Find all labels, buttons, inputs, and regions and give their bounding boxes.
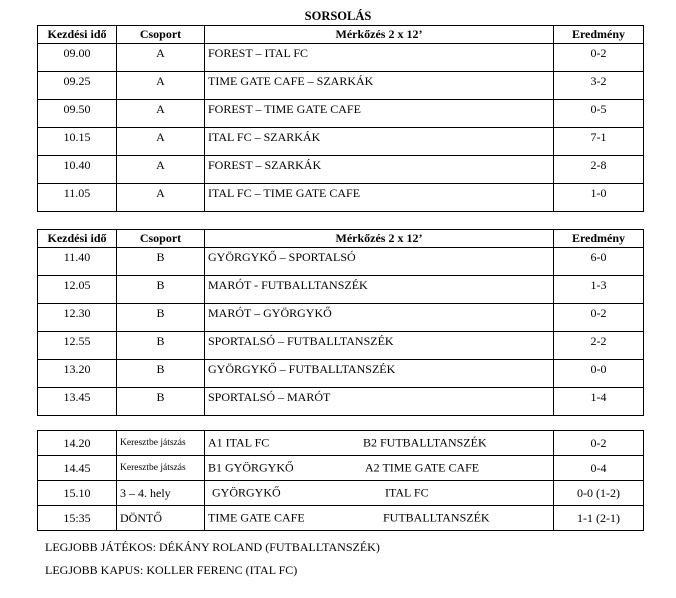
header-time: Kezdési idő: [38, 230, 117, 248]
result-cell: 2-2: [554, 332, 644, 360]
kickoff-time: 12.55: [38, 332, 117, 360]
group-cell: B: [117, 360, 205, 388]
match-cell: [205, 481, 554, 506]
group-cell: A: [117, 156, 205, 184]
table-row: [38, 100, 644, 128]
table-row: [38, 72, 644, 100]
result-cell: 0-5: [554, 100, 644, 128]
result-cell: 2-8: [554, 156, 644, 184]
kickoff-time: 10.15: [38, 128, 117, 156]
kickoff-time: 13.20: [38, 360, 117, 388]
match-cell: MARÓT – GYÖRGYKŐ: [205, 304, 554, 332]
result-cell: 1-4: [554, 388, 644, 416]
table-row: [38, 431, 644, 456]
kickoff-time: 15.10: [38, 481, 117, 506]
match-cell: SPORTALSÓ – MARÓT: [205, 388, 554, 416]
header-group: Csoport: [117, 26, 205, 44]
stage-cell: Keresztbe játszás: [117, 456, 205, 481]
group-cell: A: [117, 100, 205, 128]
group-cell: B: [117, 332, 205, 360]
group-cell: B: [117, 388, 205, 416]
kickoff-time: 09.25: [38, 72, 117, 100]
group-cell: A: [117, 72, 205, 100]
table-row: [38, 360, 644, 388]
result-cell: 1-1 (2-1): [554, 506, 644, 531]
table-row: [38, 156, 644, 184]
table-row: [38, 481, 644, 506]
table-row: [38, 184, 644, 212]
result-cell: 0-2: [554, 431, 644, 456]
group-a-table: [37, 25, 644, 212]
match-cell: FOREST – TIME GATE CAFE: [205, 100, 554, 128]
header-time: Kezdési idő: [38, 26, 117, 44]
kickoff-time: 10.40: [38, 156, 117, 184]
stage-cell: DÖNTŐ: [117, 506, 205, 531]
kickoff-time: 14.45: [38, 456, 117, 481]
header-match: Mérkőzés 2 x 12’: [205, 230, 554, 248]
header-result: Eredmény: [554, 230, 644, 248]
kickoff-time: 11.40: [38, 248, 117, 276]
table-header-row: [38, 26, 644, 44]
header-result: Eredmény: [554, 26, 644, 44]
table-row: [38, 388, 644, 416]
kickoff-time: 09.50: [38, 100, 117, 128]
match-cell: GYÖRGYKŐ – SPORTALSÓ: [205, 248, 554, 276]
group-cell: A: [117, 44, 205, 72]
away-team: ITAL FC: [385, 485, 429, 500]
away-team: A2 TIME GATE CAFE: [365, 460, 480, 475]
group-cell: A: [117, 128, 205, 156]
knockout-table: [37, 430, 644, 531]
result-cell: 0-2: [554, 44, 644, 72]
home-team: TIME GATE CAFE: [208, 510, 305, 525]
match-cell: TIME GATE CAFE – SZARKÁK: [205, 72, 554, 100]
result-cell: 1-0: [554, 184, 644, 212]
match-cell: FOREST – ITAL FC: [205, 44, 554, 72]
kickoff-time: 15:35: [38, 506, 117, 531]
result-cell: 0-4: [554, 456, 644, 481]
result-cell: 7-1: [554, 128, 644, 156]
kickoff-time: 13.45: [38, 388, 117, 416]
group-cell: A: [117, 184, 205, 212]
away-team: FUTBALLTANSZÉK: [383, 510, 490, 525]
home-team: B1 GYÖRGYKŐ: [208, 460, 294, 475]
group-cell: B: [117, 276, 205, 304]
table-row: [38, 276, 644, 304]
kickoff-time: 14.20: [38, 431, 117, 456]
table-row: [38, 128, 644, 156]
header-match: Mérkőzés 2 x 12’: [205, 26, 554, 44]
home-team: A1 ITAL FC: [208, 435, 270, 450]
result-cell: 0-0 (1-2): [554, 481, 644, 506]
table-row: [38, 456, 644, 481]
result-cell: 0-2: [554, 304, 644, 332]
table-row: [38, 506, 644, 531]
match-cell: [205, 456, 554, 481]
result-cell: 0-0: [554, 360, 644, 388]
match-cell: GYÖRGYKŐ – FUTBALLTANSZÉK: [205, 360, 554, 388]
group-cell: B: [117, 304, 205, 332]
kickoff-time: 12.30: [38, 304, 117, 332]
match-cell: SPORTALSÓ – FUTBALLTANSZÉK: [205, 332, 554, 360]
match-cell: ITAL FC – SZARKÁK: [205, 128, 554, 156]
match-cell: ITAL FC – TIME GATE CAFE: [205, 184, 554, 212]
stage-cell: 3 – 4. hely: [117, 481, 205, 506]
header-group: Csoport: [117, 230, 205, 248]
stage-cell: Keresztbe játszás: [117, 431, 205, 456]
kickoff-time: 11.05: [38, 184, 117, 212]
match-cell: [205, 506, 554, 531]
result-cell: 6-0: [554, 248, 644, 276]
table-row: [38, 248, 644, 276]
match-cell: FOREST – SZARKÁK: [205, 156, 554, 184]
result-cell: 1-3: [554, 276, 644, 304]
group-b-table: [37, 229, 644, 416]
table-row: [38, 332, 644, 360]
result-cell: 3-2: [554, 72, 644, 100]
kickoff-time: 12.05: [38, 276, 117, 304]
away-team: B2 FUTBALLTANSZÉK: [363, 435, 487, 450]
table-header-row: [38, 230, 644, 248]
home-team: GYÖRGYKŐ: [212, 485, 281, 500]
page-title: SORSOLÁS: [304, 9, 372, 23]
match-cell: MARÓT - FUTBALLTANSZÉK: [205, 276, 554, 304]
best-player-note: LEGJOBB JÁTÉKOS: DÉKÁNY ROLAND (FUTBALLTANSZÉK): [45, 540, 380, 554]
best-keeper-note: LEGJOBB KAPUS: KOLLER FERENC (ITAL FC): [45, 563, 298, 577]
table-row: [38, 304, 644, 332]
table-row: [38, 44, 644, 72]
kickoff-time: 09.00: [38, 44, 117, 72]
match-cell: [205, 431, 554, 456]
group-cell: B: [117, 248, 205, 276]
